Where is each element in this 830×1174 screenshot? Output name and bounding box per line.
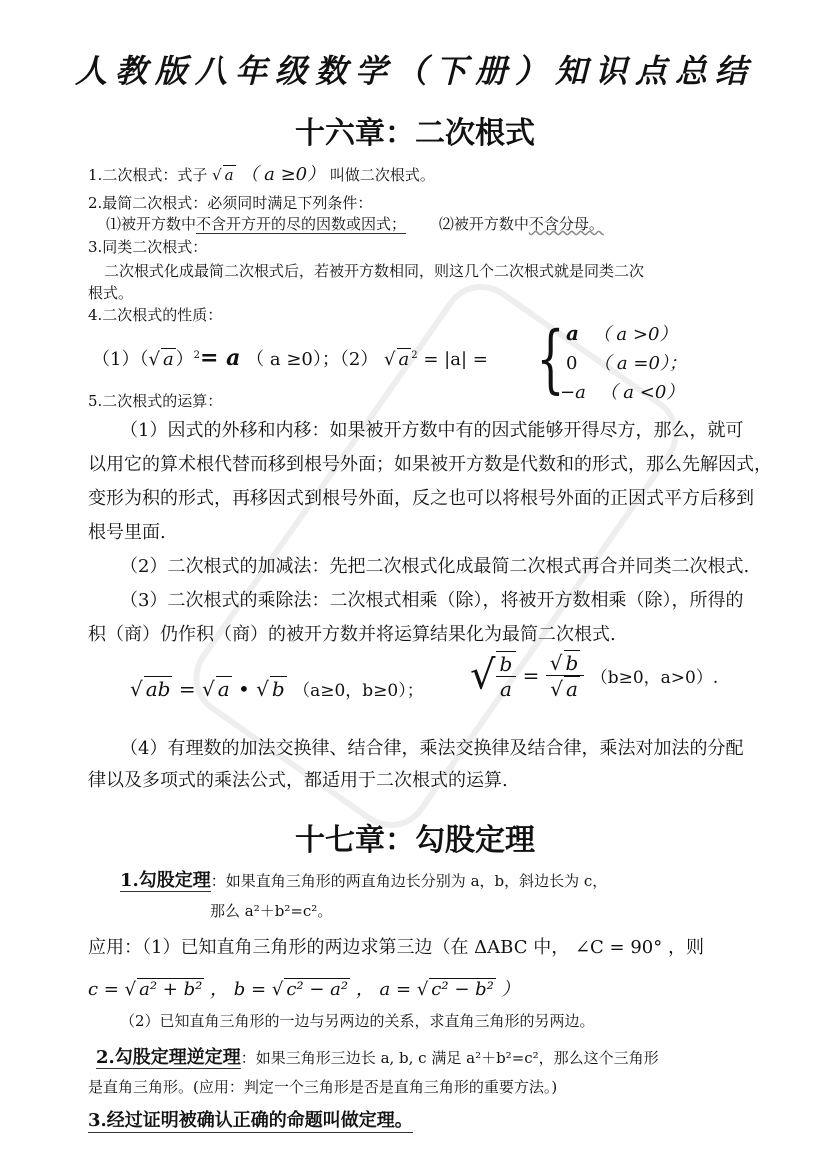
quotient-rule-formula: √ $\frac{b}{a}$ = $\frac{√ b}{√ a}$ （b≥0，a>0）. <box>470 651 719 701</box>
item-5-p3-l2: 积（商）仍作积（商）的被开方数并将运算结果化为最简二次根式. <box>88 624 616 645</box>
page-title: 人教版八年级数学（下册）知识点总结 <box>74 52 755 90</box>
theorem-1: 1.勾股定理：如果直角三角形的两直角边长分别为 a，b，斜边长为 c， <box>120 870 608 891</box>
case-negative: −a （ a <0） <box>560 382 685 403</box>
product-rule-formula: √ ab = √ a • √ b （a≥0，b≥0）； <box>130 677 424 701</box>
item-3-line1: 二次根式化成最简二次根式后，若被开方数相同，则这几个二次根式就是同类二次 <box>104 262 645 280</box>
case-zero: 0 （ a =0）； <box>566 353 687 374</box>
item-5-p1-l2: 以用它的算术根代替而移到根号外面；如果被开方数是代数和的形式，那么先解因式， <box>88 454 772 475</box>
item-5-p1-l1: （1）因式的外移和内移：如果被开方数中有的因式能够开得尽方，那么，就可 <box>120 420 744 441</box>
case-positive: a （ a >0） <box>566 321 678 345</box>
application-formulas: c = √ a² + b² ， b = √ c² − a² ， a = √ c² − b² ） <box>88 979 520 1000</box>
item-1: 1.二次根式：式子 √ a （ a ≥0） 叫做二次根式。 <box>88 164 435 185</box>
item-5-p1-l3: 变形为积的形式，再移因式到根号外面，反之也可以将根号外面的正因式平方后移到 <box>88 488 754 509</box>
theorem-2: 2.勾股定理逆定理：如果三角形三边长 a, b, c 满足 a²＋b²=c²，那么这个三角形 <box>96 1047 659 1068</box>
item-2-label: 2.最简二次根式：必须同时满足下列条件： <box>88 194 373 212</box>
item-5-p1-l4: 根号里面. <box>88 522 166 543</box>
item-5-p2: （2）二次根式的加减法：先把二次根式化成最简二次根式再合并同类二次根式. <box>120 556 750 577</box>
theorem-3: 3.经过证明被确认正确的命题叫做定理。 <box>88 1106 413 1133</box>
chapter-17-heading: 十七章：勾股定理 <box>295 823 535 858</box>
item-5-p4-l2: 律以及多项式的乘法公式，都适用于二次根式的运算. <box>88 770 508 791</box>
item-5-p4-l1: （4）有理数的加法交换律、结合律，乘法交换律及结合律，乘法对加法的分配 <box>120 738 744 759</box>
item-5-p3-l1: （3）二次根式的乘除法：二次根式相乘（除），将被开方数相乘（除），所得的 <box>120 590 744 611</box>
application-1: 应用：（1）已知直角三角形的两边求第三边（在 ΔABC 中， ∠C = 90° ，则 <box>88 937 704 958</box>
theorem-1-line2: 那么 a²＋b²=c²。 <box>210 902 333 920</box>
item-5-label: 5.二次根式的运算： <box>88 392 223 410</box>
item-2-conditions: ⑴被开方数中不含开方开的尽的因数或因式； ⑵被开方数中不含分母。 <box>106 215 604 233</box>
item-4-label: 4.二次根式的性质： <box>88 306 223 324</box>
theorem-2-line2: 是直角三角形。(应用：判定一个三角形是否是直角三角形的重要方法。) <box>88 1078 558 1096</box>
item-3-label: 3.同类二次根式： <box>88 238 208 256</box>
cases-brace: { <box>536 316 565 402</box>
property-formulas: （1）（√ a ）$^2$= a （ a ≥0）；（2） √ a $^2$ = |a| = <box>92 345 488 371</box>
chapter-16-heading: 十六章：二次根式 <box>295 116 535 151</box>
item-3-line2: 根式。 <box>88 284 134 302</box>
application-2: （2）已知直角三角形的一边与另两边的关系，求直角三角形的另两边。 <box>120 1012 595 1030</box>
